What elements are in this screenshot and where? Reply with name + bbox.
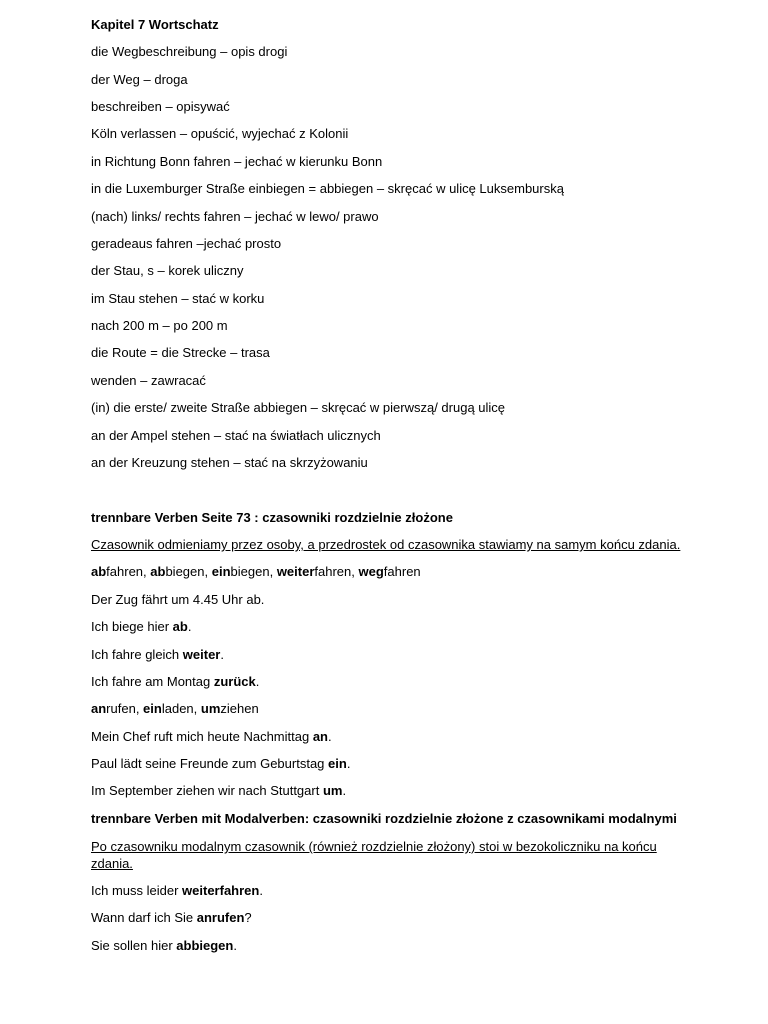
verb-stem: fahren [383, 564, 421, 579]
sentence-text: Ich fahre gleich [91, 647, 183, 662]
verb-list-1 [91, 564, 421, 580]
example-sentence [91, 674, 259, 690]
verb-stem: fahren [314, 564, 352, 579]
example-sentence [91, 647, 224, 663]
vocab-item: der Stau, s – korek uliczny [91, 263, 244, 278]
separator: , [269, 564, 277, 579]
trennbar-heading: trennbare Verben Seite 73 : czasowniki rozdzielnie złożone [91, 510, 453, 525]
sentence-text: Im September ziehen wir nach Stuttgart [91, 783, 323, 798]
sentence-end: . [255, 674, 260, 689]
sentence-text: Ich biege hier [91, 619, 173, 634]
sentence-keyword: anrufen [196, 910, 245, 925]
vocab-item: an der Kreuzung stehen – stać na skrzyżowaniu [91, 455, 368, 470]
example-sentence [91, 783, 346, 799]
verb-stem: ziehen [220, 701, 259, 716]
separator: , [143, 564, 151, 579]
verb-stem: fahren [106, 564, 144, 579]
sentence-keyword: weiter [182, 647, 221, 662]
sentence-keyword: weiterfahren [182, 883, 260, 898]
vocab-item: geradeaus fahren –jechać prosto [91, 236, 282, 251]
verb [91, 564, 150, 579]
verb [212, 564, 277, 579]
verb [91, 701, 143, 716]
sentence-keyword: um [322, 783, 343, 798]
sentence-end: . [328, 729, 332, 744]
example-sentence [91, 619, 191, 635]
sentence-text: Der Zug fährt um 4.45 Uhr ab. [91, 592, 265, 607]
vocab-item: Köln verlassen – opuścić, wyjechać z Kolonii [91, 126, 349, 141]
sentence-text: Ich muss leider [91, 883, 183, 898]
verb-prefix: ab [150, 564, 166, 579]
sentence-end: . [187, 619, 192, 634]
sentence-end: . [259, 883, 263, 898]
sentence-end: . [342, 783, 347, 798]
vocab-item: (nach) links/ rechts fahren – jechać w lewo/ prawo [91, 209, 379, 224]
vocab-item: nach 200 m – po 200 m [91, 318, 228, 333]
verb-prefix: um [200, 701, 221, 716]
sentence-keyword: zurück [213, 674, 256, 689]
verb-stem: biegen [165, 564, 205, 579]
example-sentence [91, 883, 263, 899]
vocab-item: in Richtung Bonn fahren – jechać w kierunku Bonn [91, 154, 383, 169]
verb [150, 564, 211, 579]
verb-prefix: weiter [276, 564, 315, 579]
vocab-item: wenden – zawracać [91, 373, 206, 388]
verb [143, 701, 201, 716]
sentence-keyword: abbiegen [176, 938, 234, 953]
verb [277, 564, 359, 579]
example-sentence [91, 729, 332, 745]
example-sentence [91, 938, 237, 954]
sentence-keyword: ein [328, 756, 347, 771]
vocab-item: beschreiben – opisywać [91, 99, 230, 114]
verb-list-2 [91, 701, 259, 717]
verb-prefix: ein [211, 564, 231, 579]
sentence-end: . [233, 938, 237, 953]
sentence-keyword: an [312, 729, 328, 744]
verb-stem: rufen [106, 701, 136, 716]
sentence-keyword: ab [172, 619, 188, 634]
sentence-text: Ich fahre am Montag [91, 674, 214, 689]
separator: , [351, 564, 359, 579]
sentence-end: ? [244, 910, 252, 925]
verb [201, 701, 259, 716]
sentence-end: . [346, 756, 351, 771]
verb-prefix: ein [143, 701, 162, 716]
separator: , [193, 701, 201, 716]
separator: , [135, 701, 144, 716]
modal-heading: trennbare Verben mit Modalverben: czasowniki rozdzielnie złożone z czasownikami modalnymi [91, 811, 677, 826]
verb-prefix: weg [358, 564, 384, 579]
vocab-item: im Stau stehen – stać w korku [91, 291, 265, 306]
vocab-item: in die Luxemburger Straße einbiegen = abbiegen – skręcać w ulicę Luksemburską [91, 181, 564, 196]
vocab-item: die Route = die Strecke – trasa [91, 345, 270, 360]
vocab-item: die Wegbeschreibung – opis drogi [91, 44, 288, 59]
sentence-text: Wann darf ich Sie [91, 910, 197, 925]
sentence-text: Paul lädt seine Freunde zum Geburtstag [91, 756, 329, 771]
sentence-end: . [220, 647, 224, 662]
sentence-text: Mein Chef ruft mich heute Nachmittag [91, 729, 313, 744]
modal-rule: Po czasowniku modalnym czasownik (również rozdzielnie złożony) stoi w bezokoliczniku na końcu zdania. [91, 839, 657, 871]
example-sentence [91, 592, 264, 608]
trennbar-rule: Czasownik odmieniamy przez osoby, a przedrostek od czasownika stawiamy na samym końcu zdania. [91, 537, 681, 552]
verb-prefix: an [91, 701, 107, 716]
separator: , [204, 564, 212, 579]
example-sentence [91, 910, 252, 926]
verb-prefix: ab [91, 564, 107, 579]
verb-stem: biegen [230, 564, 270, 579]
verb-stem: laden [161, 701, 194, 716]
vocab-title: Kapitel 7 Wortschatz [91, 17, 219, 32]
example-sentence [91, 756, 350, 772]
sentence-text: Sie sollen hier [91, 938, 177, 953]
vocab-item: der Weg – droga [91, 72, 188, 87]
vocab-item: an der Ampel stehen – stać na światłach ulicznych [91, 428, 381, 443]
verb [359, 564, 421, 579]
vocab-item: (in) die erste/ zweite Straße abbiegen – skręcać w pierwszą/ drugą ulicę [91, 400, 506, 415]
